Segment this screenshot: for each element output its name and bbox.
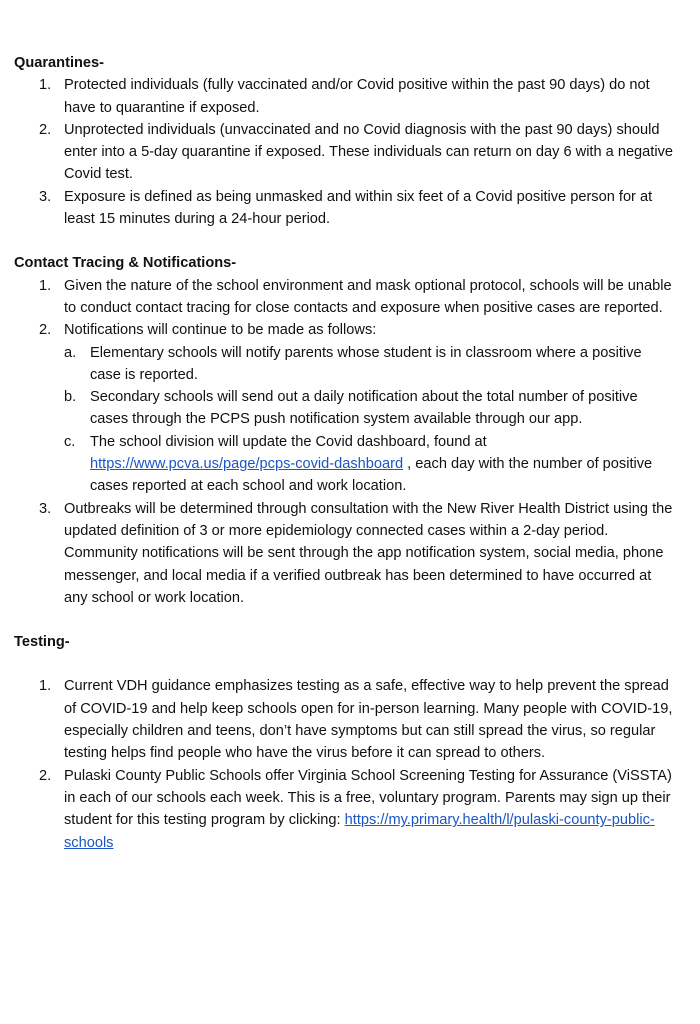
list-item <box>14 186 674 231</box>
sublist-item <box>14 386 674 431</box>
list-item <box>14 275 674 320</box>
sublist-letter: c. <box>64 433 76 450</box>
list-number: 1. <box>39 678 52 695</box>
section-heading: Quarantines- <box>14 55 105 71</box>
lettered-sublist <box>64 342 674 498</box>
list-item-text: Notifications will continue to be made as follows: <box>64 322 377 339</box>
list-item-text: Exposure is defined as being unmasked and within six feet of a Covid positive person for at least 15 minutes during a 24-hour period. <box>64 188 653 228</box>
list-item <box>14 319 674 497</box>
list-item-text: Current VDH guidance emphasizes testing as a safe, effective way to help prevent the spread of COVID-19 and help keep schools open for in-person learning. Many people with COVID-19, especially children and teens, don’t have symptoms but can still spread the virus, so regular testing helps find people who have the virus before it can spread to others. <box>64 678 673 762</box>
sublist-item-text-after: , each day with the number of positive cases reported at each school and work location. <box>90 456 653 495</box>
list-number: 3. <box>39 188 52 205</box>
section-testing <box>14 631 674 854</box>
list-number: 3. <box>39 500 52 517</box>
list-item <box>14 119 674 186</box>
numbered-list <box>14 74 674 230</box>
testing-signup-link[interactable]: https://my.primary.health/l/pulaski-county-public-schools <box>64 812 655 851</box>
sublist-item <box>14 342 674 387</box>
section-spacer <box>14 230 674 252</box>
sublist-item-text: Secondary schools will send out a daily notification about the total number of positive cases through the PCPS push notification system available through our app. <box>90 389 638 428</box>
list-number: 2. <box>39 322 52 339</box>
section-heading: Contact Tracing & Notifications- <box>14 255 237 272</box>
list-item-text: Pulaski County Public Schools offer Virginia School Screening Testing for Assurance (ViSSTA) in each of our schools each week. This is a free, voluntary program. Parents may sign up their student for this testing program by clicking: <box>64 767 672 829</box>
list-number: 1. <box>39 77 52 94</box>
section-spacer <box>14 609 674 631</box>
list-item <box>14 675 674 764</box>
list-item-text: Given the nature of the school environment and mask optional protocol, schools will be unable to conduct contact tracing for close contacts and exposure when positive cases are reported. <box>64 277 672 316</box>
heading-spacer <box>14 653 674 675</box>
list-item <box>14 74 674 119</box>
list-number: 1. <box>39 277 52 294</box>
sublist-letter: a. <box>64 344 77 361</box>
section-heading: Testing- <box>14 634 70 651</box>
sublist-item-text: Elementary schools will notify parents whose student is in classroom where a positive case is reported. <box>90 344 642 383</box>
list-number: 2. <box>39 121 52 138</box>
list-item-text: Outbreaks will be determined through consultation with the New River Health District using the updated definition of 3 or more epidemiology connected cases within a 2-day period. Community notifications will be sent through the app notification system, social media, phone messenger, and local media if a verified outbreak has been determined to have occurred at any school or work location. <box>64 500 673 606</box>
list-item <box>14 765 674 854</box>
list-item-text: Protected individuals (fully vaccinated and/or Covid positive within the past 90 days) do not have to quarantine if exposed. <box>64 77 650 116</box>
sublist-letter: b. <box>64 389 77 406</box>
section-quarantines <box>14 52 674 230</box>
sublist-item-text: The school division will update the Covid dashboard, found at <box>90 433 487 450</box>
document-page <box>14 52 674 854</box>
list-number: 2. <box>39 767 52 784</box>
covid-dashboard-link[interactable]: https://www.pcva.us/page/pcps-covid-dashboard <box>90 456 404 473</box>
list-item <box>14 498 674 609</box>
numbered-list <box>14 675 674 853</box>
sublist-item <box>14 431 674 498</box>
numbered-list <box>14 275 674 609</box>
section-contact-tracing <box>14 252 674 609</box>
list-item-text: Unprotected individuals (unvaccinated and no Covid diagnosis with the past 90 days) should enter into a 5-day quarantine if exposed. These individuals can return on day 6 with a negative Covid test. <box>64 121 674 183</box>
